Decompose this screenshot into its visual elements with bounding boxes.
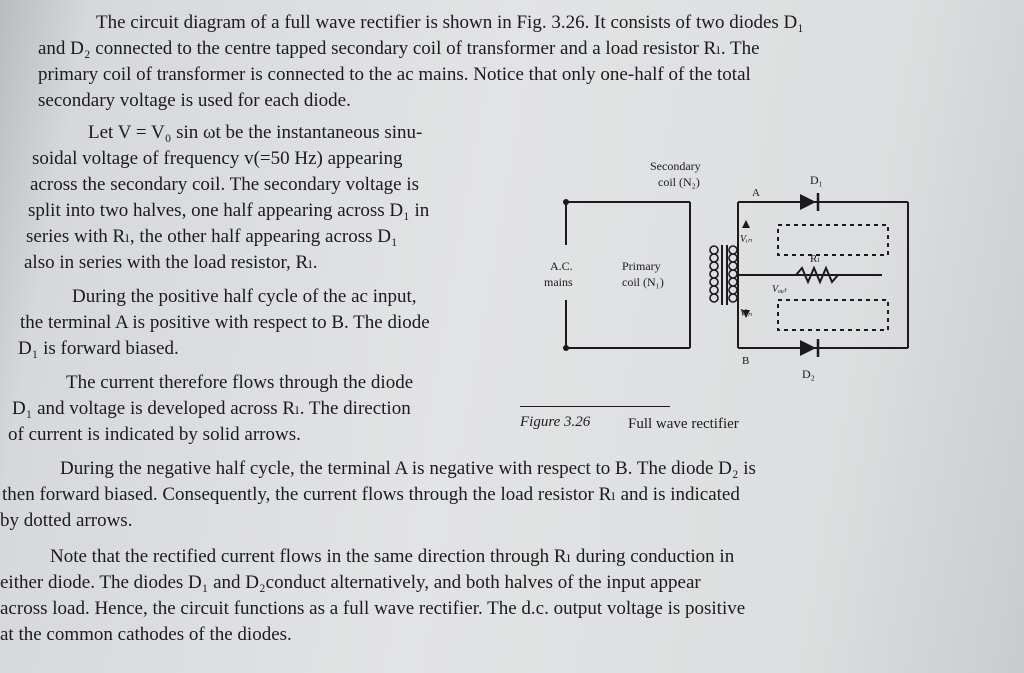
- primary-label: coil (N₁): [622, 275, 664, 289]
- figure-number: Figure 3.26: [520, 414, 591, 430]
- text-line: by dotted arrows.: [0, 510, 133, 531]
- ac-mains-label: A.C.: [550, 259, 573, 273]
- primary-coil-icon: [710, 246, 718, 302]
- secondary-label: Secondary: [650, 159, 701, 173]
- ac-mains-label: mains: [544, 275, 573, 289]
- text-line: D₁ is forward biased.: [18, 338, 179, 359]
- text-line: Note that the rectified current flows in the same direction through Rₗ during conduction in: [50, 546, 735, 567]
- diode-d1-icon: [800, 193, 818, 211]
- figure-title: Full wave rectifier: [628, 416, 739, 432]
- text-line: of current is indicated by solid arrows.: [8, 424, 301, 445]
- text-line: at the common cathodes of the diodes.: [0, 624, 292, 645]
- text-line: During the positive half cycle of the ac input,: [72, 286, 417, 307]
- vin-label: Vᵢₙ: [740, 308, 752, 319]
- text-line: During the negative half cycle, the terminal A is negative with respect to B. The diode D₂ is: [60, 458, 756, 479]
- secondary-label: coil (N₂): [658, 175, 700, 189]
- terminal-dot: [563, 345, 569, 351]
- arrow-up-icon: [742, 220, 750, 228]
- text-line: and D₂ connected to the centre tapped secondary coil of transformer and a load resistor Rₗ. The: [38, 38, 760, 59]
- text-line: Let V = V₀ sin ωt be the instantaneous sinu-: [88, 122, 423, 143]
- text-line: across load. Hence, the circuit functions as a full wave rectifier. The d.c. output voltage is positive: [0, 598, 746, 619]
- text-line: secondary voltage is used for each diode.: [38, 90, 351, 111]
- primary-label: Primary: [622, 259, 661, 273]
- text-line: split into two halves, one half appearing across D₁ in: [28, 200, 430, 221]
- terminal-b-label: B: [742, 355, 750, 367]
- d2-label: D₂: [802, 367, 815, 381]
- text-line: series with Rₗ, the other half appearing across D₁: [26, 226, 398, 247]
- text-line: D₁ and voltage is developed across Rₗ. The direction: [12, 398, 411, 419]
- text-line: either diode. The diodes D₁ and D₂conduct alternatively, and both halves of the input appear: [0, 572, 701, 593]
- rl-label: Rₗ: [810, 253, 820, 265]
- text-line: across the secondary coil. The secondary voltage is: [30, 174, 420, 195]
- text-line: then forward biased. Consequently, the current flows through the load resistor Rₗ and is indicated: [2, 484, 740, 505]
- d1-label: D₁: [810, 173, 823, 187]
- text-line: primary coil of transformer is connected to the ac mains. Notice that only one-half of the total: [38, 64, 751, 85]
- terminal-dot: [563, 199, 569, 205]
- diode-d2-icon: [800, 339, 818, 357]
- full-wave-rectifier-diagram: [510, 150, 930, 410]
- text-line: The current therefore flows through the diode: [66, 372, 414, 393]
- vin-label: Vᵢₙ: [740, 234, 752, 245]
- text-line: The circuit diagram of a full wave rectifier is shown in Fig. 3.26. It consists of two diodes D₁: [96, 12, 804, 33]
- text-line: the terminal A is positive with respect to B. The diode: [20, 312, 430, 333]
- text-line: also in series with the load resistor, Rₗ.: [24, 252, 318, 273]
- dotted-current-path: [778, 225, 888, 330]
- terminal-a-label: A: [752, 187, 760, 199]
- vout-label: Vₒᵤₜ: [772, 284, 787, 295]
- secondary-coil-icon: [729, 246, 737, 302]
- caption-rule: [520, 406, 670, 407]
- text-line: soidal voltage of frequency v(=50 Hz) appearing: [32, 148, 403, 169]
